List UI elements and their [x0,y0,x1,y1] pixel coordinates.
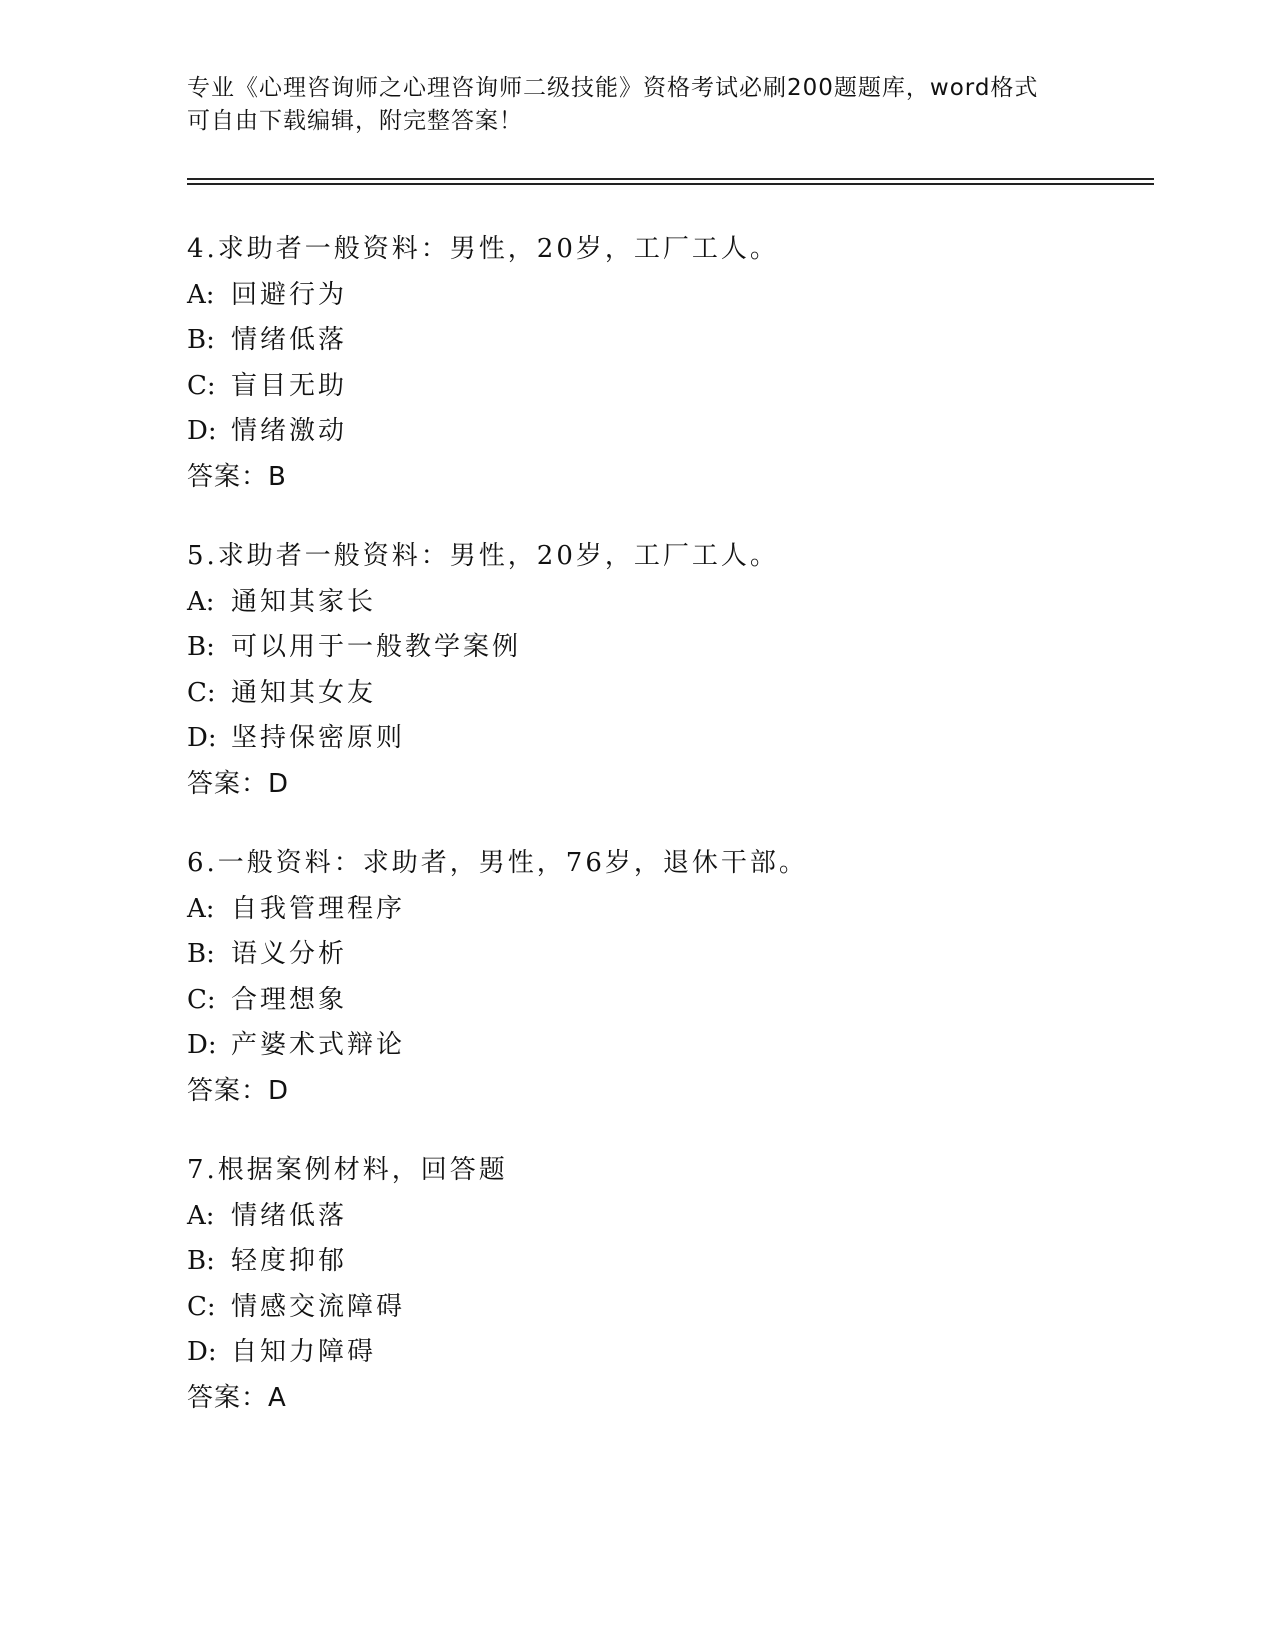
option-d [187,1330,1147,1376]
question-stem: 7.根据案例材料，回答题 [187,1155,508,1185]
option-letter: D: [187,1030,217,1060]
option-letter: A: [187,586,215,617]
option-letter: D: [187,1337,217,1367]
option-text: 自知力障碍 [231,1337,377,1367]
option-letter: C: [187,677,216,708]
option-text: 自我管理程序 [231,893,406,924]
option-c [187,671,1147,717]
option-c [187,1285,1147,1331]
question-stem: 5.求助者一般资料：男性，20岁，工厂工人。 [187,541,779,571]
option-text: 合理想象 [231,984,348,1015]
option-b [187,318,1147,364]
option-letter: D: [187,723,217,753]
option-letter: A: [187,1200,215,1231]
question-4 [187,227,1147,500]
option-letter: B: [187,939,215,969]
option-text: 情绪激动 [231,416,348,446]
option-letter: B: [187,632,215,662]
option-b [187,625,1147,671]
header-line-2: 可自由下载编辑，附完整答案！ [187,108,523,134]
option-a [187,887,1147,933]
option-c [187,978,1147,1024]
question-5 [187,534,1147,807]
question-stem: 6.一般资料：求助者，男性，76岁，退休干部。 [187,848,808,878]
option-text: 情绪低落 [231,325,348,355]
option-text: 通知其家长 [231,586,377,617]
option-letter: C: [187,1291,216,1322]
question-6 [187,841,1147,1114]
option-text: 情感交流障碍 [231,1291,406,1322]
option-letter: B: [187,325,215,355]
option-text: 产婆术式辩论 [231,1030,406,1060]
option-text: 情绪低落 [231,1200,348,1231]
option-letter: A: [187,279,215,310]
option-letter: B: [187,1246,215,1276]
option-text: 轻度抑郁 [231,1246,348,1276]
header-divider-top [187,178,1154,180]
option-letter: C: [187,984,216,1015]
option-text: 坚持保密原则 [231,723,406,753]
option-text: 回避行为 [231,279,348,310]
option-text: 盲目无助 [231,370,348,401]
option-c [187,364,1147,410]
option-d [187,1023,1147,1069]
option-a [187,1194,1147,1240]
option-letter: C: [187,370,216,401]
option-d [187,716,1147,762]
header-divider-bottom [187,183,1154,185]
header-line-1: 专业《心理咨询师之心理咨询师二级技能》资格考试必刷200题题库，word格式 [187,75,1039,101]
option-d [187,409,1147,455]
answer-line: 答案：D [187,768,290,799]
option-b [187,1239,1147,1285]
option-text: 语义分析 [231,939,348,969]
option-letter: A: [187,893,215,924]
option-a [187,273,1147,319]
document-header [187,72,1087,138]
answer-line: 答案：D [187,1075,290,1106]
answer-line: 答案：A [187,1382,287,1413]
option-b [187,932,1147,978]
question-list [187,227,1147,1455]
option-a [187,580,1147,626]
option-text: 通知其女友 [231,677,377,708]
option-text: 可以用于一般教学案例 [231,632,522,662]
question-7 [187,1148,1147,1421]
question-stem: 4.求助者一般资料：男性，20岁，工厂工人。 [187,234,779,264]
answer-line: 答案：B [187,461,287,492]
option-letter: D: [187,416,217,446]
